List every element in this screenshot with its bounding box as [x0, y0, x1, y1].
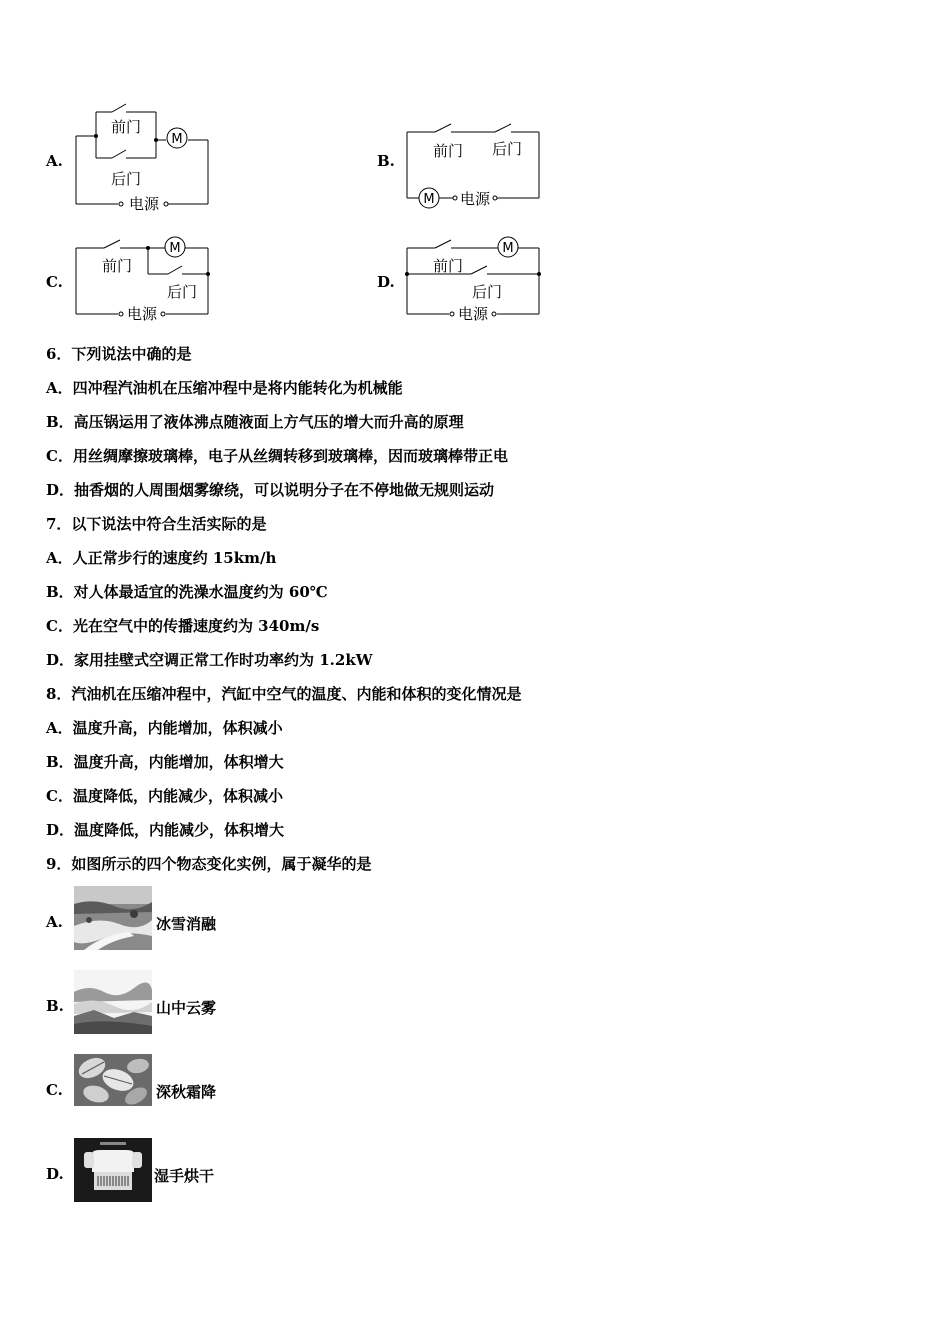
q8-option-b: B．温度升高，内能增加，体积增大	[46, 753, 284, 771]
motor-symbol: M	[502, 241, 514, 256]
q7-option-c: C．光在空气中的传播速度约为 340m/s	[46, 617, 320, 635]
frost-leaves-photo	[74, 1054, 152, 1106]
q6-option-a: A．四冲程汽油机在压缩冲程中是将内能转化为机械能	[46, 379, 403, 397]
q7-option-a: A．人正常步行的速度约 15km/h	[46, 549, 277, 567]
motor-symbol: M	[423, 192, 435, 207]
switch-label-back: 后门	[110, 170, 142, 188]
q8-stem: 8．汽油机在压缩冲程中，汽缸中空气的温度、内能和体积的变化情况是	[46, 685, 522, 703]
power-source-label: 电源	[126, 305, 158, 323]
q7-option-d: D．家用挂壁式空调正常工作时功率约为 1.2kW	[46, 651, 373, 669]
motor-symbol: M	[169, 241, 181, 256]
power-source-label: 电源	[128, 195, 160, 213]
switch-label-back: 后门	[166, 283, 198, 301]
q7-stem: 7．以下说法中符合生活实际的是	[46, 515, 267, 533]
switch-label-front: 前门	[432, 142, 464, 160]
q9-option-c-caption: 深秋霜降	[156, 1083, 217, 1101]
q8-option-a: A．温度升高，内能增加，体积减小	[46, 719, 283, 737]
switch-label-back: 后门	[471, 283, 503, 301]
switch-label-front: 前门	[110, 118, 142, 136]
hand-dryer-photo	[74, 1138, 152, 1202]
q8-option-c: C．温度降低，内能减少，体积减小	[46, 787, 283, 805]
q6-stem: 6．下列说法中确的是	[46, 345, 192, 363]
q9-option-b-label: B.	[46, 997, 64, 1015]
q7-option-b: B．对人体最适宜的洗澡水温度约为 60℃	[46, 583, 328, 601]
q5-option-c-label: C.	[46, 273, 63, 291]
q9-option-d-caption: 湿手烘干	[154, 1167, 215, 1185]
q9-option-b-caption: 山中云雾	[156, 999, 217, 1017]
q5-circuit-d	[403, 234, 548, 333]
q9-stem: 9．如图所示的四个物态变化实例，属于凝华的是	[46, 855, 372, 873]
q6-option-b: B．高压锅运用了液体沸点随液面上方气压的增大而升高的原理	[46, 413, 464, 431]
switch-label-back: 后门	[491, 140, 523, 158]
q6-option-c: C．用丝绸摩擦玻璃棒，电子从丝绸转移到玻璃棒，因而玻璃棒带正电	[46, 447, 508, 465]
switch-label-front: 前门	[101, 257, 133, 275]
q8-option-d: D．温度降低，内能减少，体积增大	[46, 821, 285, 839]
power-source-label: 电源	[459, 190, 491, 208]
q6-option-d: D．抽香烟的人周围烟雾缭绕，可以说明分子在不停地做无规则运动	[46, 481, 495, 499]
q5-option-b-label: B.	[377, 152, 395, 170]
power-source-label: 电源	[457, 305, 489, 323]
q5-circuit-c	[72, 234, 217, 333]
q9-option-d-label: D.	[46, 1165, 64, 1183]
q9-option-a-caption: 冰雪消融	[156, 915, 217, 933]
q5-option-a-label: A.	[46, 152, 63, 170]
q5-option-d-label: D.	[377, 273, 395, 291]
q9-option-a-label: A.	[46, 913, 63, 931]
mountain-fog-photo	[74, 970, 152, 1034]
melting-snow-photo	[74, 886, 152, 950]
q5-circuit-b	[403, 118, 548, 222]
q9-option-c-label: C.	[46, 1081, 63, 1099]
q5-circuit-a	[72, 100, 217, 219]
switch-label-front: 前门	[432, 257, 464, 275]
motor-symbol: M	[171, 132, 183, 147]
